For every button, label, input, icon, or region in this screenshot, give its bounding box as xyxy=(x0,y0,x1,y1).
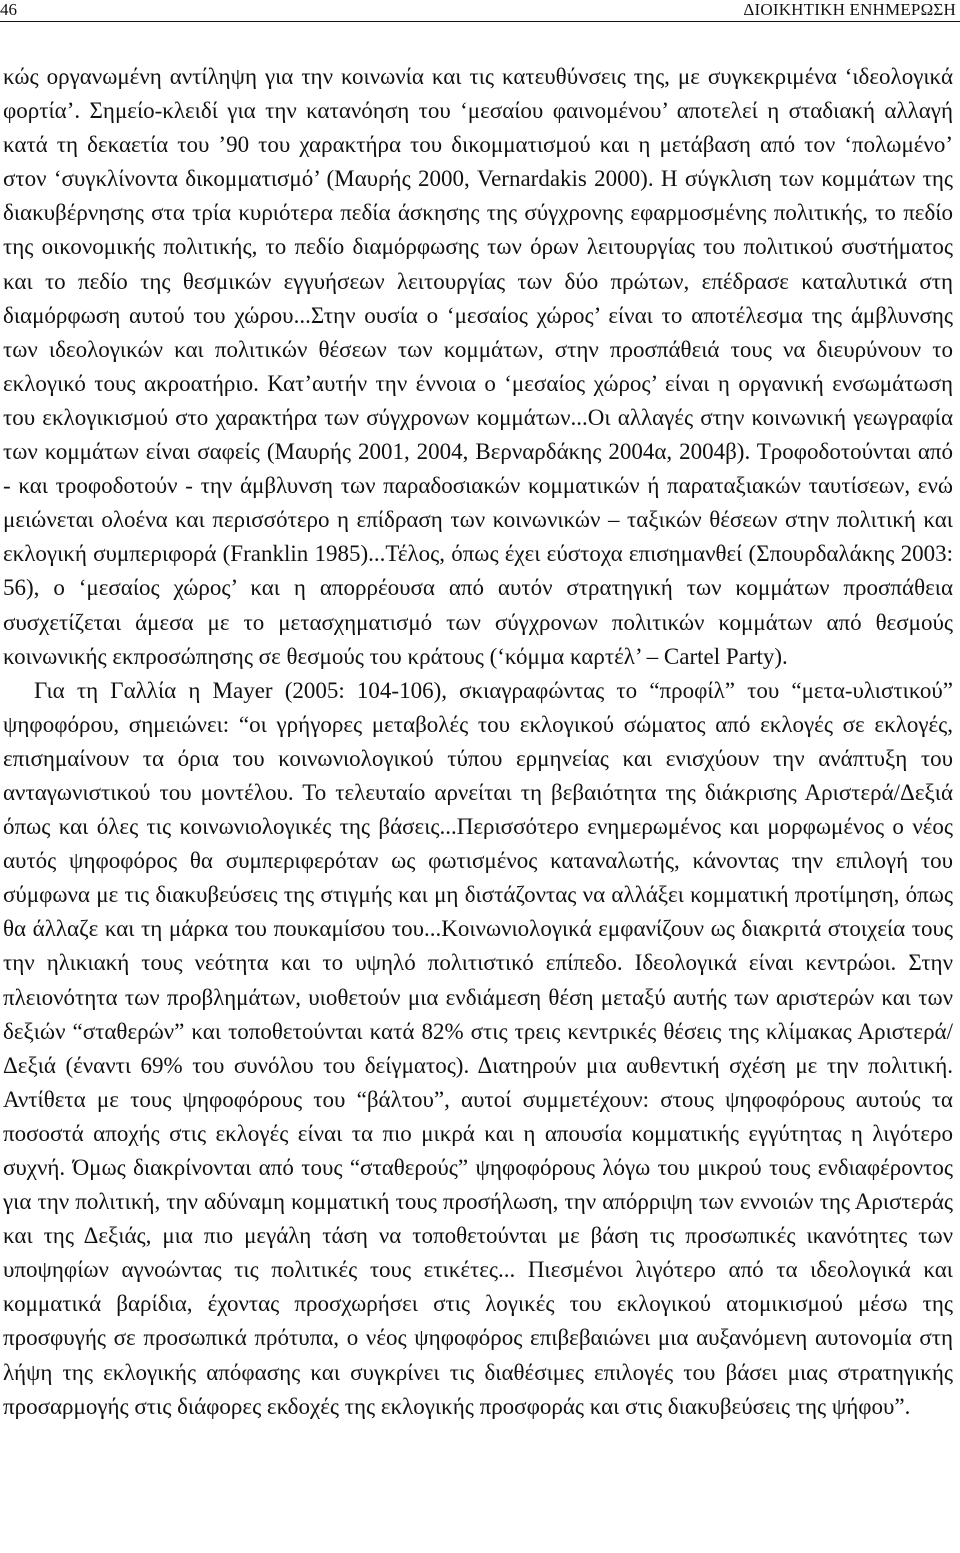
header-rule xyxy=(0,21,960,22)
paragraph-continuation: κώς οργανωμένη αντίληψη για την κοινωνία και τις κατευθύνσεις της, με συγκεκριμένα ‘ιδεολογικά φορτία’. Σημείο-κλειδί για την κατανόηση του ‘μεσαίου φαινομένου’ αποτελεί η σταδιακή αλλαγή κατά τη δεκαετία του ’90 του χαρακτήρα του δικομματισμού και η μετάβαση από τον ‘πολωμένο’ στον ‘συγκλίνοντα δικομματισμό’ (Μαυρής 2000, Vernardakis 2000). Η σύγκλιση των κομμάτων της διακυβέρνησης στα τρία κυριότερα πεδία άσκησης της σύγχρονης εφαρμοσμένης πολιτικής, το πεδίο της οικονομικής πολιτικής, το πεδίο διαμόρφωσης των όρων λειτουργίας του πολιτικού συστήματος και το πεδίο της θεσμικών εγγυήσεων λειτουργίας των δύο πρώτων, επέδρασε καταλυτικά στη διαμόρφωση αυτού του χώρου...Στην ουσία ο ‘μεσαίος χώρος’ είναι το αποτέλεσμα της άμβλυνσης των ιδεολογικών και πολιτικών θέσεων των κομμάτων, στην προσπάθειά τους να διευρύνουν το εκλογικό τους ακροατήριο. Κατ’αυτήν την έννοια ο ‘μεσαίος χώρος’ είναι η οργανική ενσωμάτωση του εκλογικισμού στο χαρακτήρα των σύγχρονων κομμάτων...Οι αλλαγές στην κοινωνική γεωγραφία των κομμάτων είναι σαφείς (Μαυρής 2001, 2004, Βερναρδάκης 2004α, 2004β). Τροφοδοτούνται από - και τροφοδοτούν - την άμβλυνση των παραδοσιακών κομματικών ή παραταξιακών ταυτίσεων, ενώ μειώνεται ολοένα και περισσότερο η επίδραση των κοινωνικών – ταξικών θέσεων στην πολιτική και εκλογική συμπεριφορά (Franklin 1985)...Τέλος, όπως έχει εύστοχα επισημανθεί (Σπουρδαλάκης 2003: 56), ο ‘μεσαίος χώρος’ και η απορρέουσα από αυτόν στρατηγική των κομμάτων προσπάθεια συσχετίζεται άμεσα με το μετασχηματισμό των σύγχρονων πολιτικών κομμάτων από θεσμούς κοινωνικής εκπροσώπησης σε θεσμούς του κράτους (‘κόμμα καρτέλ’ – Cartel Party). xyxy=(3,64,953,669)
journal-title: ΔΙΟΙΚΗΤΙΚΗ ΕΝΗΜΕΡΩΣΗ xyxy=(743,0,956,19)
page-header xyxy=(0,0,960,40)
body-text xyxy=(3,60,953,1424)
paragraph-mayer-quote: Για τη Γαλλία η Mayer (2005: 104-106), σκιαγραφώντας το “προφίλ” του “μετα-υλιστικού” ψηφοφόρου, σημειώνει: “οι γρήγορες μεταβολές του εκλογικού σώματος από εκλογές σε εκλογές, επισημαίνουν τα όρια του κοινωνιολογικού τύπου ερμηνείας και ενισχύουν την ανάπτυξη του ανταγωνιστικού του μοντέλου. Το τελευταίο αρνείται τη βεβαιότητα της διάκρισης Αριστερά/Δεξιά όπως και όλες τις κοινωνιολογικές της βάσεις...Περισσότερο ενημερωμένος και μορφωμένος ο νέος αυτός ψηφοφόρος θα συμπεριφερόταν ως φωτισμένος καταναλωτής, κάνοντας την επιλογή του σύμφωνα με τις διακυβεύσεις της στιγμής και μη διστάζοντας να αλλάξει κομματική προτίμηση, όπως θα άλλαζε και τη μάρκα του πουκαμίσου του...Κοινωνιολογικά εμφανίζουν ως διακριτά στοιχεία τους την ηλικιακή τους νεότητα και το υψηλό πολιτιστικό επίπεδο. Ιδεολογικά είναι κεντρώοι. Στην πλειονότητα των προβλημάτων, υιοθετούν μια ενδιάμεση θέση μεταξύ αυτής των αριστερών και των δεξιών “σταθερών” και τοποθετούνται κατά 82% στις τρεις κεντρικές θέσεις της κλίμακας Αριστερά/Δεξιά (έναντι 69% του συνόλου του δείγματος). Διατηρούν μια αυθεντική σχέση με την πολιτική. Αντίθετα με τους ψηφοφόρους του “βάλτου”, αυτοί συμμετέχουν: στους ψηφοφόρους αυτούς τα ποσοστά αποχής στις εκλογές είναι τα πιο μικρά και η απουσία κομματικής εγγύτητας η λιγότερο συχνή. Όμως διακρίνονται από τους “σταθερούς” ψηφοφόρους λόγω του μικρού τους ενδιαφέροντος για την πολιτική, την αδύναμη κομματική τους προσήλωση, την απόρριψη των εννοιών της Αριστεράς και της Δεξιάς, μια πιο μεγάλη τάση να τοποθετούνται με βάση τις προσωπικές ικανότητες των υποψηφίων αγνοώντας τις πολιτικές τους ετικέτες... Πιεσμένοι λιγότερο από τα ιδεολογικά και κομματικά βαρίδια, έχοντας προσχωρήσει στις λογικές του εκλογικού ατομικισμού μέσω της προσφυγής σε προσωπικά πρότυπα, ο νέος ψηφοφόρος επιβεβαιώνει μια αυξανόμενη αυτονομία στη λήψη της εκλογικής απόφασης και συγκρίνει τις διαθέσιμες επιλογές του βάσει μιας στρατηγικής προσαρμογής στις διάφορες εκδοχές της εκλογικής προσφοράς και στις διακυβεύσεις της ψήφου”. xyxy=(3,677,953,1419)
page-number: 46 xyxy=(0,0,17,19)
